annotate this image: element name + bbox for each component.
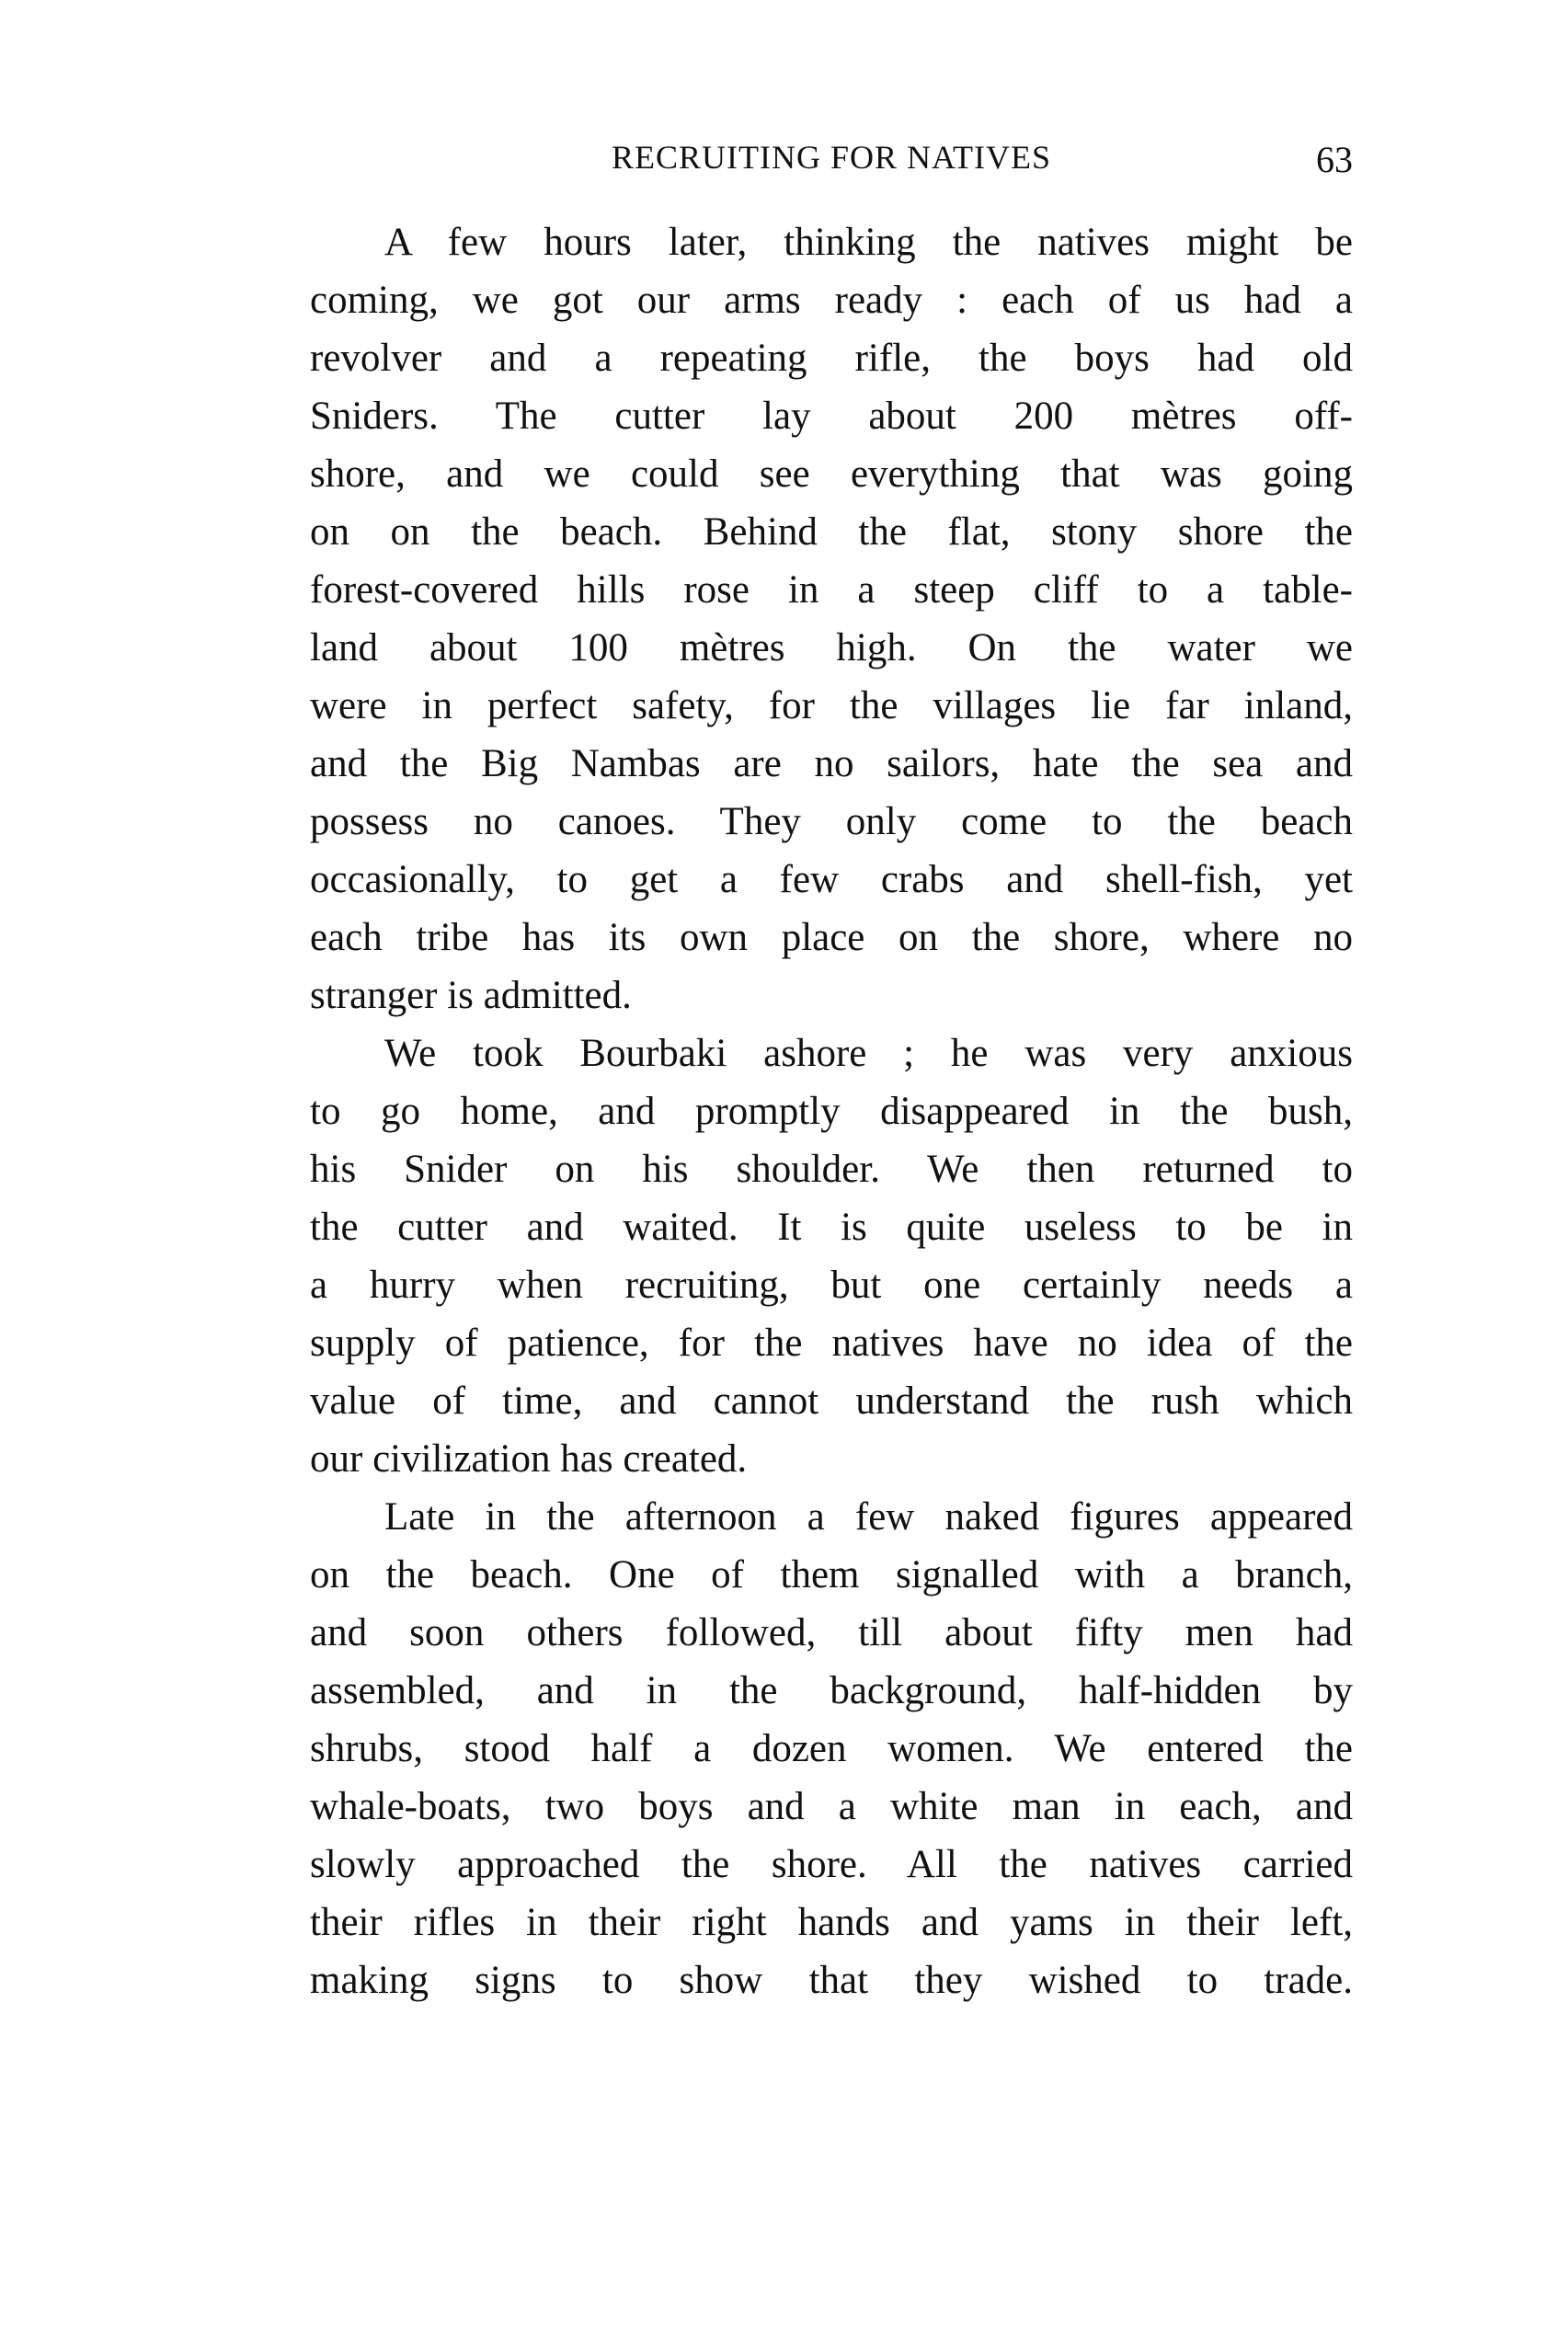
text-line: a hurry when recruiting, but one certainly needs a	[310, 1264, 1353, 1307]
text-line: supply of patience, for the natives have no idea of the	[310, 1322, 1353, 1365]
text-line: whale-boats, two boys and a white man in each, and	[310, 1785, 1353, 1828]
text-line: A few hours later, thinking the natives might be	[384, 221, 1353, 264]
paragraph	[310, 1024, 1353, 1488]
text-line: occasionally, to get a few crabs and shell-fish, yet	[310, 858, 1353, 901]
text-line: land about 100 mètres high. On the water we	[310, 626, 1353, 669]
running-title: RECRUITING FOR NATIVES	[611, 139, 1051, 176]
text-line: on on the beach. Behind the flat, stony shore the	[310, 510, 1353, 554]
text-line: shore, and we could see everything that was going	[310, 452, 1353, 496]
text-line: coming, we got our arms ready : each of us had a	[310, 279, 1353, 322]
page-body	[310, 213, 1353, 2009]
text-line: our civilization has created.	[310, 1437, 748, 1481]
text-line: forest-covered hills rose in a steep cliff to a table-	[310, 568, 1353, 612]
text-line: assembled, and in the background, half-hidden by	[310, 1669, 1353, 1712]
text-line: shrubs, stood half a dozen women. We entered the	[310, 1727, 1353, 1770]
page-number: 63	[1316, 139, 1353, 180]
text-line: to go home, and promptly disappeared in the bush,	[310, 1090, 1353, 1133]
text-line: and the Big Nambas are no sailors, hate the sea and	[310, 742, 1353, 785]
text-line: slowly approached the shore. All the natives carried	[310, 1843, 1353, 1886]
text-line: each tribe has its own place on the shore, where no	[310, 916, 1353, 959]
text-line: stranger is admitted.	[310, 974, 632, 1017]
text-line: were in perfect safety, for the villages lie far inland,	[310, 684, 1353, 727]
paragraph	[310, 213, 1353, 1024]
paragraph	[310, 1488, 1353, 2009]
text-line: his Snider on his shoulder. We then returned to	[310, 1148, 1353, 1191]
text-line: and soon others followed, till about fifty men had	[310, 1611, 1353, 1654]
text-line: We took Bourbaki ashore ; he was very anxious	[384, 1032, 1353, 1075]
text-line: Late in the afternoon a few naked figures appeared	[384, 1495, 1353, 1539]
text-line: Sniders. The cutter lay about 200 mètres off-	[310, 395, 1353, 438]
page-header	[310, 138, 1353, 184]
text-line: revolver and a repeating rifle, the boys had old	[310, 337, 1353, 380]
text-line: possess no canoes. They only come to the beach	[310, 800, 1353, 843]
text-line: their rifles in their right hands and yams in their left,	[310, 1901, 1353, 1944]
text-line: value of time, and cannot understand the rush which	[310, 1379, 1353, 1423]
text-line: making signs to show that they wished to trade.	[310, 1959, 1353, 2002]
text-line: the cutter and waited. It is quite useless to be in	[310, 1206, 1353, 1249]
text-line: on the beach. One of them signalled with a branch,	[310, 1553, 1353, 1596]
